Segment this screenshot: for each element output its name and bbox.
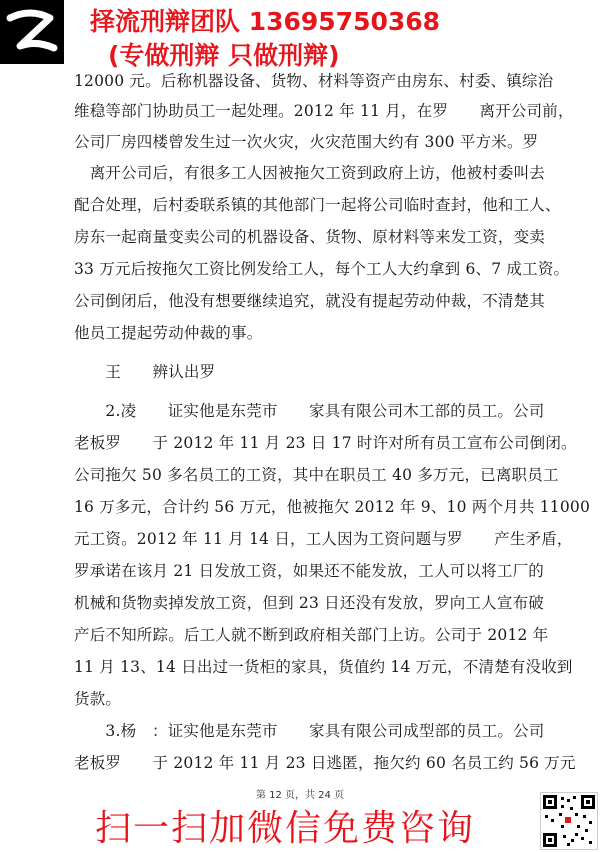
document-line: 公司拖欠 50 多名员工的工资，其中在职员工 40 多万元，已离职员工: [74, 466, 559, 484]
document-line: 离开公司后，有很多工人因被拖欠工资到政府上访，他被村委叫去: [74, 164, 546, 182]
document-line: 11 月 13、14 日出过一货柜的家具，货值约 14 万元，不清楚有没收到: [74, 658, 573, 676]
document-line: 老板罗 于 2012 年 11 月 23 日逃匿，拖欠约 60 名员工约 56 万元: [74, 754, 576, 772]
wechat-consult-banner: 扫一扫加微信免费咨询: [95, 808, 476, 849]
document-line: 公司厂房四楼曾发生过一次火灾，火灾范围大约有 300 平方米。罗: [74, 133, 539, 151]
page-number: 第 12 页，共 24 页: [255, 790, 345, 801]
logo-icon: [0, 0, 64, 64]
qr-code-icon[interactable]: [540, 792, 598, 850]
document-line: 产后不知所踪。后工人就不断到政府相关部门上访。公司于 2012 年: [74, 626, 549, 644]
document-line: 王 辨认出罗: [74, 363, 216, 381]
document-line: 房东一起商量变卖公司的机器设备、货物、原材料等来发工资，变卖: [74, 228, 546, 246]
document-line: 他员工提起劳动仲裁的事。: [74, 324, 263, 342]
document-line: 公司倒闭后，他没有想要继续追究，就没有提起劳动仲裁，不清楚其: [74, 292, 546, 310]
document-line: 3.杨 ：证实他是东莞市 家具有限公司成型部的员工。公司: [74, 722, 545, 740]
document-line: 机械和货物卖掉发放工资，但到 23 日还没有发放，罗向工人宣布破: [74, 594, 544, 612]
document-line: 老板罗 于 2012 年 11 月 23 日 17 时许对所有员工宣布公司倒闭。: [74, 434, 577, 452]
document-line: 货款。: [74, 690, 122, 708]
document-line: 2.凌 证实他是东莞市 家具有限公司木工部的员工。公司: [74, 402, 545, 420]
banner-subtitle: (专做刑辩 只做刑辩): [108, 41, 340, 70]
document-line: 12000 元。后称机器设备、货物、材料等资产由房东、村委、镇综治: [74, 72, 554, 90]
banner-title: 择流刑辩团队 13695750368: [90, 7, 441, 36]
document-line: 配合处理，后村委联系镇的其他部门一起将公司临时查封，他和工人、: [74, 196, 561, 214]
document-line: 罗承诺在该月 21 日发放工资，如果还不能发放，工人可以将工厂的: [74, 562, 544, 580]
document-line: 16 万多元，合计约 56 万元，他被拖欠 2012 年 9、10 两个月共 11000: [74, 498, 591, 516]
document-line: 元工资。2012 年 11 月 14 日，工人因为工资问题与罗 产生矛盾，: [74, 530, 573, 548]
document-line: 维稳等部门协助员工一起处理。2012 年 11 月，在罗 离开公司前，: [74, 102, 574, 120]
document-line: 33 万元后按拖欠工资比例发给工人，每个工人大约拿到 6、7 成工资。: [74, 260, 570, 278]
